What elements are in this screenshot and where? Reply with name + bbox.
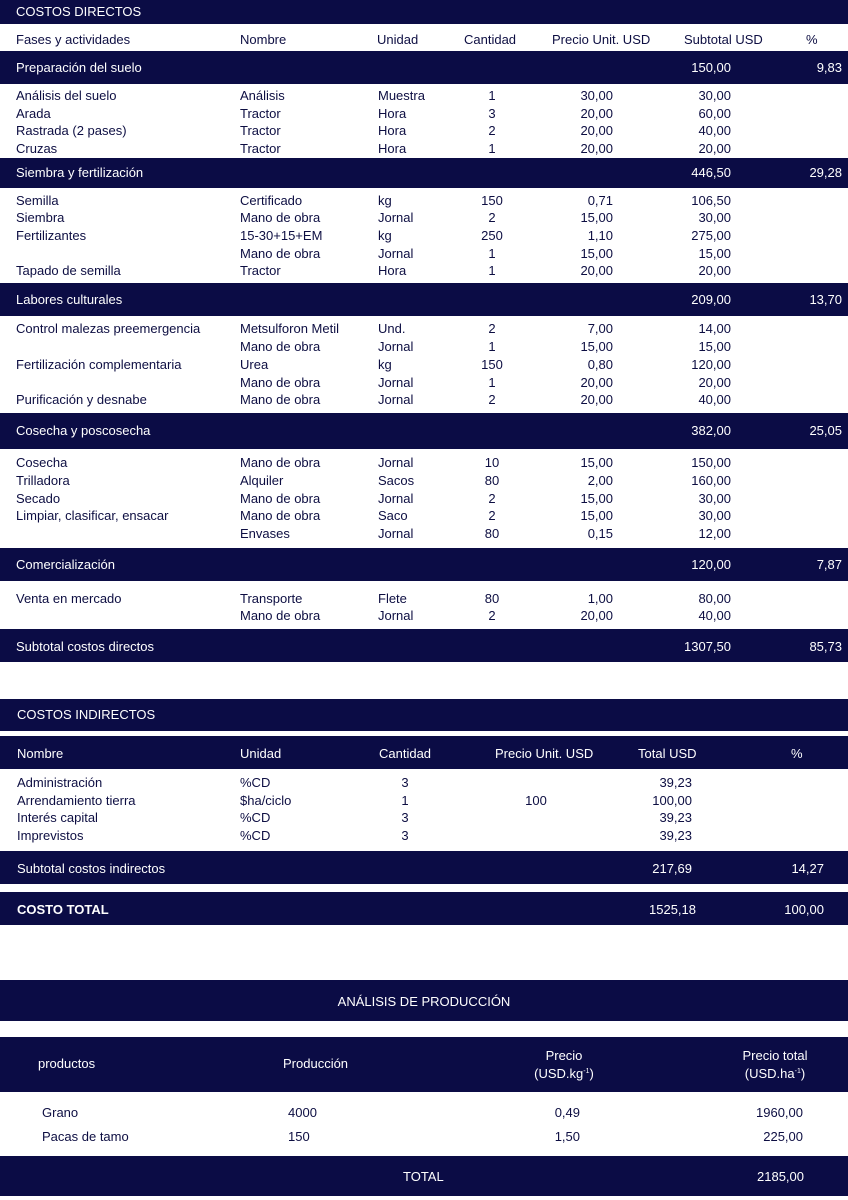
cell-subtotal: 30,00 [698,491,731,506]
cell-activity: Cruzas [16,141,58,156]
indirect-subtotal-bar [0,851,848,884]
cell-activity: Tapado de semilla [16,263,121,278]
cell-quantity: 80 [484,473,500,488]
cell-activity: Limpiar, clasificar, ensacar [16,508,169,523]
cell-activity: Control malezas preemergencia [16,321,201,336]
prod-price-total-unit-text: (USD.ha [744,1066,795,1081]
cell-unit-price: 15,00 [580,339,613,354]
cell-name: Mano de obra [240,455,321,470]
prod-price-total-unit-close: ) [800,1066,806,1081]
production-title: ANÁLISIS DE PRODUCCIÓN [337,994,511,1009]
cell-unit: Hora [378,141,407,156]
col-header-phases: Fases y actividades [16,32,131,47]
cell-quantity: 2 [488,392,496,407]
cell-subtotal: 20,00 [698,375,731,390]
cell-quantity: 2 [488,123,496,138]
ind-col-header-unit-price: Precio Unit. USD [495,746,594,761]
cell-unit: Jornal [378,455,414,470]
cell-subtotal: 40,00 [698,392,731,407]
ind-col-header-name: Nombre [17,746,64,761]
cell-subtotal: 275,00 [691,228,731,243]
col-header-name: Nombre [240,32,287,47]
cell-unit: Jornal [378,526,414,541]
production-total-value: 2185,00 [757,1169,804,1184]
phase-subtotal: 382,00 [691,423,731,438]
cell-unit-price: 15,00 [580,246,613,261]
indirect-subtotal-value: 217,69 [652,861,692,876]
prod-col-header-products: productos [38,1056,96,1071]
phase-percent: 13,70 [809,292,842,307]
phase-header-bar [0,283,848,316]
cell-quantity: 150 [481,193,503,208]
cell-unit-price: 15,00 [580,455,613,470]
cell-unit-price: 2,00 [587,473,613,488]
ind-col-header-quantity: Cantidad [379,746,432,761]
phase-header-bar [0,51,848,84]
cell-subtotal: 30,00 [698,508,731,523]
indirect-subtotal-label: Subtotal costos indirectos [17,861,166,876]
cell-unit: kg [378,193,392,208]
cell-activity: Semilla [16,193,59,208]
cell-name: Análisis [240,88,285,103]
cell-unit: Flete [378,591,407,606]
phase-header-bar [0,413,848,449]
cell-activity: Fertilizantes [16,228,87,243]
direct-costs-title: COSTOS DIRECTOS [16,4,142,19]
ind-cell-quantity: 1 [401,793,409,808]
cell-unit-price: 20,00 [580,123,613,138]
cell-name: Tractor [240,141,281,156]
prod-col-header-price-total: Precio total [742,1048,808,1063]
ind-cell-quantity: 3 [401,810,409,825]
prod-cell-product: Pacas de tamo [42,1129,129,1144]
phase-percent: 25,05 [809,423,842,438]
cell-activity: Trilladora [16,473,70,488]
cell-quantity: 2 [488,508,496,523]
cell-unit: Jornal [378,392,414,407]
phase-percent: 7,87 [816,557,842,572]
cell-subtotal: 106,50 [691,193,731,208]
prod-cell-product: Grano [42,1105,79,1120]
cell-subtotal: 15,00 [698,246,731,261]
ind-cell-total: 39,23 [659,810,692,825]
production-header-bar [0,1037,848,1092]
ind-cell-unit: $ha/ciclo [240,793,292,808]
cell-subtotal: 160,00 [691,473,731,488]
cell-quantity: 1 [488,88,496,103]
cell-unit: Jornal [378,491,414,506]
cell-activity: Arada [16,106,51,121]
cell-unit: Jornal [378,608,414,623]
cell-unit: Hora [378,263,407,278]
cell-name: Mano de obra [240,392,321,407]
prod-col-header-production: Producción [283,1056,349,1071]
cell-unit: Hora [378,106,407,121]
cell-quantity: 1 [488,375,496,390]
prod-col-header-price-unit [514,1066,614,1082]
cell-subtotal: 14,00 [698,321,731,336]
prod-cell-production: 4000 [288,1105,317,1120]
ind-col-header-percent: % [791,746,803,761]
prod-cell-price-total: 225,00 [763,1129,803,1144]
cell-activity: Análisis del suelo [16,88,117,103]
phase-header-bar [0,158,848,188]
indirect-costs-header-bar [0,736,848,769]
ind-cell-unit: %CD [240,828,271,843]
cell-name: Tractor [240,123,281,138]
prod-col-header-price-total-unit [720,1066,830,1082]
indirect-costs-title: COSTOS INDIRECTOS [17,707,156,722]
cell-activity: Purificación y desnabe [16,392,147,407]
cell-unit-price: 0,15 [587,526,613,541]
production-total-bar [0,1156,848,1196]
cell-unit: Saco [378,508,408,523]
cell-unit-price: 15,00 [580,210,613,225]
total-cost-value: 1525,18 [649,902,696,917]
cell-unit-price: 0,80 [587,357,613,372]
cell-subtotal: 15,00 [698,339,731,354]
phase-name: Comercialización [16,557,115,572]
cell-name: Mano de obra [240,508,321,523]
ind-cell-quantity: 3 [401,828,409,843]
cell-quantity: 1 [488,339,496,354]
cell-unit: Muestra [378,88,425,103]
cell-activity: Secado [16,491,61,506]
prod-price-unit-sup: -1 [583,1068,590,1075]
cell-unit-price: 15,00 [580,491,613,506]
cell-quantity: 1 [488,141,496,156]
cell-unit-price: 7,00 [587,321,613,336]
cell-subtotal: 40,00 [698,123,731,138]
col-header-unit-price: Precio Unit. USD [552,32,651,47]
col-header-unit: Unidad [377,32,419,47]
cell-quantity: 3 [488,106,496,121]
cell-subtotal: 60,00 [698,106,731,121]
cell-quantity: 1 [488,263,496,278]
production-title-bar [0,980,848,1021]
cell-name: Mano de obra [240,375,321,390]
cell-name: 15-30+15+EM [240,228,323,243]
ind-cell-unit: %CD [240,775,271,790]
cell-name: Mano de obra [240,491,321,506]
col-header-percent: % [806,32,818,47]
prod-cell-price: 0,49 [554,1105,580,1120]
prod-cell-production: 150 [288,1129,310,1144]
cell-subtotal: 150,00 [691,455,731,470]
ind-col-header-unit: Unidad [240,746,282,761]
indirect-costs-title-bar [0,699,848,731]
cell-name: Envases [240,526,290,541]
cell-subtotal: 20,00 [698,141,731,156]
cell-name: Transporte [240,591,303,606]
col-header-subtotal: Subtotal USD [684,32,763,47]
cell-quantity: 2 [488,321,496,336]
cell-unit-price: 20,00 [580,392,613,407]
direct-costs-title-bar [0,0,848,24]
prod-price-total-unit-sup: -1 [794,1068,801,1075]
phase-name: Preparación del suelo [16,60,142,75]
cell-subtotal: 40,00 [698,608,731,623]
cell-unit-price: 0,71 [587,193,613,208]
cell-unit: Jornal [378,375,414,390]
cell-unit-price: 20,00 [580,608,613,623]
phase-name: Cosecha y poscosecha [16,423,151,438]
direct-subtotal-label: Subtotal costos directos [16,639,155,654]
total-cost-percent: 100,00 [784,902,824,917]
ind-cell-total: 100,00 [652,793,692,808]
prod-col-header-price: Precio [545,1048,583,1063]
cell-subtotal: 120,00 [691,357,731,372]
cell-name: Tractor [240,106,281,121]
ind-cell-quantity: 3 [401,775,409,790]
col-header-quantity: Cantidad [464,32,517,47]
cell-activity: Fertilización complementaria [16,357,182,372]
cell-name: Certificado [240,193,303,208]
cell-quantity: 2 [488,608,496,623]
phase-percent: 9,83 [816,60,842,75]
cell-quantity: 2 [488,210,496,225]
cell-name: Mano de obra [240,608,321,623]
indirect-subtotal-percent: 14,27 [791,861,824,876]
cell-name: Mano de obra [240,246,321,261]
ind-cell-name: Administración [17,775,103,790]
cell-subtotal: 80,00 [698,591,731,606]
direct-subtotal-percent: 85,73 [809,639,842,654]
cell-unit: Jornal [378,210,414,225]
prod-cell-price-total: 1960,00 [756,1105,803,1120]
cell-unit: Jornal [378,246,414,261]
cell-activity: Siembra [16,210,65,225]
cell-quantity: 250 [481,228,503,243]
cell-quantity: 2 [488,491,496,506]
production-total-label: TOTAL [403,1169,444,1184]
cell-unit: Sacos [378,473,415,488]
cell-subtotal: 30,00 [698,88,731,103]
total-cost-bar [0,892,848,925]
cell-unit: kg [378,228,392,243]
cell-name: Tractor [240,263,281,278]
phase-subtotal: 120,00 [691,557,731,572]
ind-cell-total: 39,23 [659,828,692,843]
cell-activity: Cosecha [16,455,68,470]
prod-price-unit-close: ) [589,1066,594,1081]
cell-subtotal: 20,00 [698,263,731,278]
cell-name: Alquiler [240,473,284,488]
cell-subtotal: 30,00 [698,210,731,225]
cell-name: Mano de obra [240,210,321,225]
phase-name: Labores culturales [16,292,123,307]
cell-subtotal: 12,00 [698,526,731,541]
cell-activity: Venta en mercado [16,591,122,606]
total-cost-label: COSTO TOTAL [17,902,109,917]
cell-unit-price: 20,00 [580,375,613,390]
cell-name: Urea [240,357,269,372]
cell-quantity: 150 [481,357,503,372]
ind-cell-name: Imprevistos [17,828,84,843]
phase-header-bar [0,548,848,581]
ind-cell-name: Interés capital [17,810,98,825]
ind-cell-unit: %CD [240,810,271,825]
prod-price-unit-text: (USD.kg [534,1066,584,1081]
phase-percent: 29,28 [809,165,842,180]
cell-unit: Jornal [378,339,414,354]
cell-unit: Und. [378,321,406,336]
direct-subtotal-bar [0,629,848,662]
cell-unit-price: 20,00 [580,141,613,156]
phase-subtotal: 209,00 [691,292,731,307]
phase-name: Siembra y fertilización [16,165,144,180]
cell-unit-price: 1,10 [587,228,613,243]
direct-subtotal-value: 1307,50 [684,639,731,654]
cell-unit: kg [378,357,392,372]
ind-cell-name: Arrendamiento tierra [17,793,136,808]
cell-unit-price: 1,00 [587,591,613,606]
ind-cell-total: 39,23 [659,775,692,790]
cell-unit-price: 20,00 [580,106,613,121]
cell-name: Metsulforon Metil [240,321,339,336]
cell-unit-price: 20,00 [580,263,613,278]
ind-col-header-total: Total USD [638,746,697,761]
prod-cell-price: 1,50 [554,1129,580,1144]
cell-unit: Hora [378,123,407,138]
cell-unit-price: 30,00 [580,88,613,103]
cell-quantity: 10 [484,455,500,470]
phase-subtotal: 150,00 [691,60,731,75]
cell-activity: Rastrada (2 pases) [16,123,127,138]
cell-name: Mano de obra [240,339,321,354]
phase-subtotal: 446,50 [691,165,731,180]
cell-unit-price: 15,00 [580,508,613,523]
cell-quantity: 80 [484,526,500,541]
ind-cell-unit-price: 100 [525,793,547,808]
cell-quantity: 1 [488,246,496,261]
cell-quantity: 80 [484,591,500,606]
